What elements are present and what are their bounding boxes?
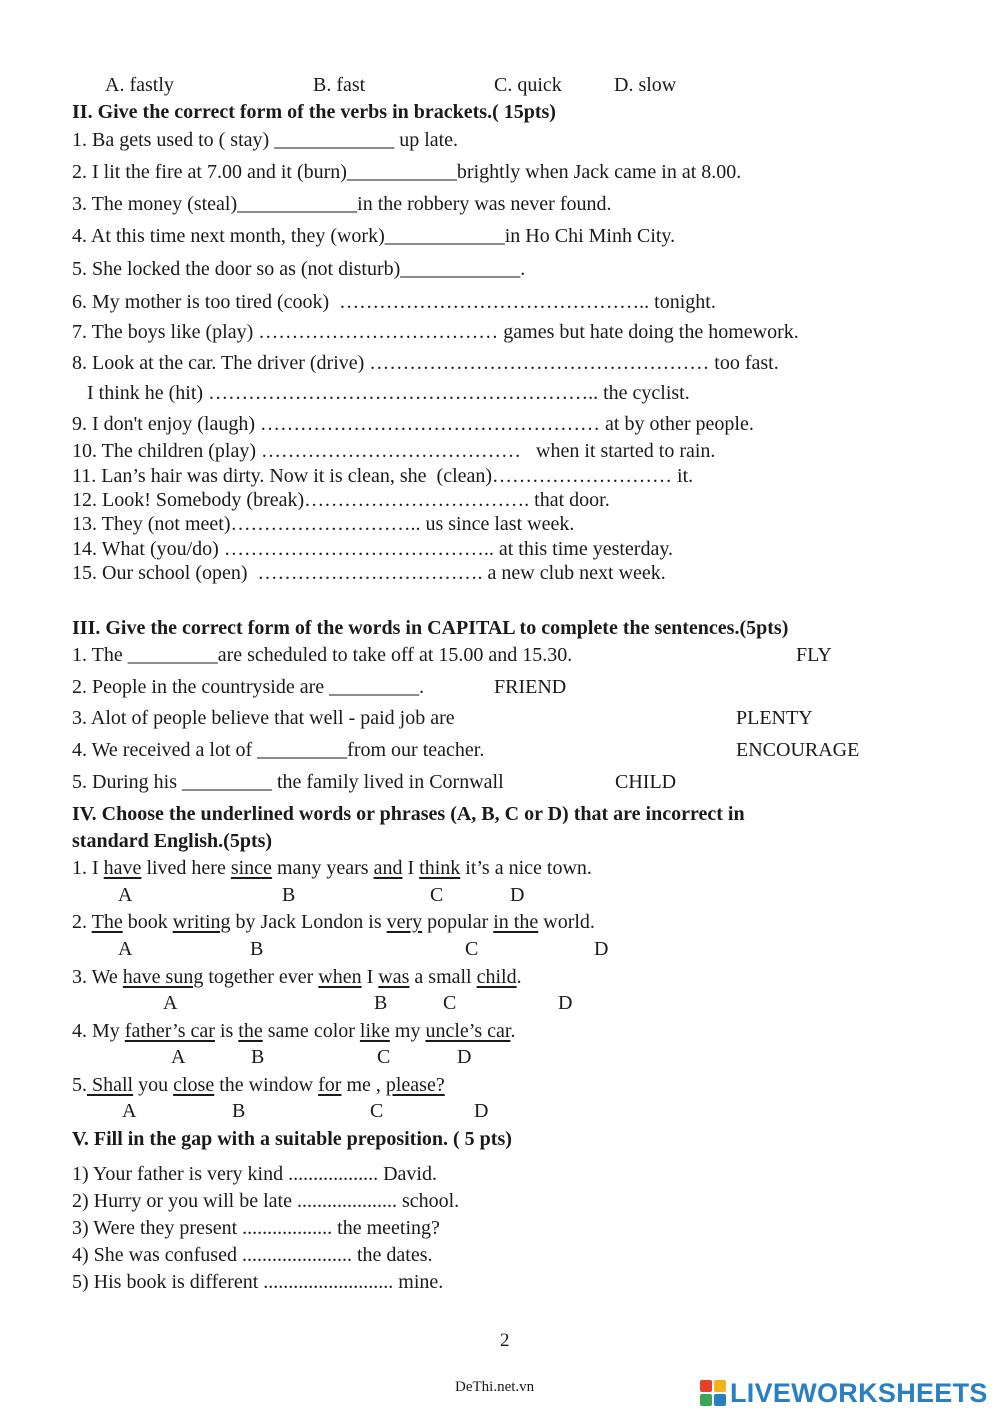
capital-word: FLY <box>796 644 832 666</box>
verb-item: 8. Look at the car. The driver (drive) …………………………………………… too fast. <box>72 352 779 374</box>
section-4-heading: IV. Choose the underlined words or phrases (A, B, C or D) that are incorrect in <box>72 803 745 825</box>
verb-item: 5. She locked the door so as (not disturb)____________. <box>72 258 526 280</box>
preposition-item: 4) She was confused ...................... the dates. <box>72 1244 433 1266</box>
capital-word: PLENTY <box>736 707 813 729</box>
verb-item: 9. I don't enjoy (laugh) …………………………………………… at by other people. <box>72 413 754 435</box>
error-sentence-4: 4. My father’s car is the same color like my uncle’s car. <box>72 1020 516 1042</box>
error-sentence-1: 1. I have lived here since many years and I think it’s a nice town. <box>72 857 592 879</box>
verb-item: 2. I lit the fire at 7.00 and it (burn)___________brightly when Jack came in at 8.00. <box>72 161 742 183</box>
word-form-item: 4. We received a lot of _________from our teacher. <box>72 739 485 761</box>
error-sentence-5: 5. Shall you close the window for me , please? <box>72 1074 445 1096</box>
preposition-item: 5) His book is different .......................... mine. <box>72 1271 444 1293</box>
error-sentence-3: 3. We have sung together ever when I was a small child. <box>72 966 522 988</box>
verb-item: 10. The children (play) ………………………………… when it started to rain. <box>72 440 716 462</box>
section-5-heading: V. Fill in the gap with a suitable preposition. ( 5 pts) <box>72 1128 512 1150</box>
word-form-item: 1. The _________are scheduled to take off at 15.00 and 15.30. <box>72 644 573 666</box>
logo-text: LIVEWORKSHEETS <box>730 1377 988 1408</box>
liveworksheets-logo <box>700 1376 988 1410</box>
option-d: D. slow <box>614 74 677 96</box>
logo-grid-icon <box>700 1380 726 1406</box>
word-form-item: 2. People in the countryside are _________. <box>72 676 425 698</box>
option-c: C. quick <box>494 74 562 96</box>
word-form-item: 5. During his _________ the family lived in Cornwall <box>72 771 504 793</box>
verb-item: 4. At this time next month, they (work)____________in Ho Chi Minh City. <box>72 225 676 247</box>
capital-word: CHILD <box>615 771 677 793</box>
verb-item: 12. Look! Somebody (break)……………………………. that door. <box>72 489 610 511</box>
verb-item: 1. Ba gets used to ( stay) ____________ up late. <box>72 129 459 151</box>
preposition-item: 3) Were they present .................. the meeting? <box>72 1217 440 1239</box>
section-3-heading: III. Give the correct form of the words in CAPITAL to complete the sentences.(5pts) <box>72 617 789 639</box>
logo-cell <box>700 1394 712 1406</box>
option-b: B. fast <box>313 74 366 96</box>
section-2-heading: II. Give the correct form of the verbs in brackets.( 15pts) <box>72 101 556 123</box>
preposition-item: 2) Hurry or you will be late .................... school. <box>72 1190 460 1212</box>
capital-word: ENCOURAGE <box>736 739 860 761</box>
verb-item: I think he (hit) ………………………………………………….. the cyclist. <box>72 382 690 404</box>
verb-item: 13. They (not meet)……………………….. us since last week. <box>72 513 575 535</box>
logo-cell <box>714 1380 726 1392</box>
preposition-item: 1) Your father is very kind .................. David. <box>72 1163 437 1185</box>
section-4-heading-cont: standard English.(5pts) <box>72 830 273 852</box>
option-a: A. fastly <box>105 74 174 96</box>
verb-item: 11. Lan’s hair was dirty. Now it is clean, she (clean)……………………… it. <box>72 465 694 487</box>
verb-item: 7. The boys like (play) ……………………………… games but hate doing the homework. <box>72 321 799 343</box>
logo-cell <box>700 1380 712 1392</box>
capital-word: FRIEND <box>494 676 567 698</box>
word-form-item: 3. Alot of people believe that well - paid job are <box>72 707 455 729</box>
verb-item: 6. My mother is too tired (cook) ……………………………………….. tonight. <box>72 291 716 313</box>
verb-item: 14. What (you/do) ………………………………….. at this time yesterday. <box>72 538 674 560</box>
verb-item: 3. The money (steal)____________in the robbery was never found. <box>72 193 612 215</box>
source-label: DeThi.net.vn <box>455 1379 535 1395</box>
error-sentence-2: 2. The book writing by Jack London is very popular in the world. <box>72 911 595 933</box>
logo-cell <box>714 1394 726 1406</box>
page-number: 2 <box>500 1330 510 1351</box>
verb-item: 15. Our school (open) ……………………………. a new club next week. <box>72 562 666 584</box>
